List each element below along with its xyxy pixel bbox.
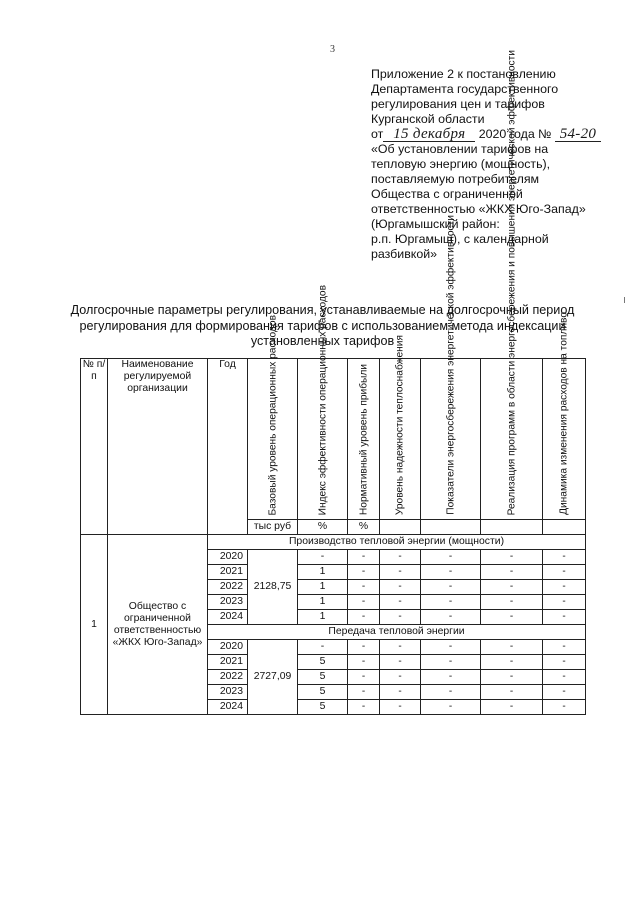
fuel-cell: - [543,580,586,595]
appendix-subject-line: тепловую энергию (мощность), [371,157,551,171]
program-cell: - [481,655,543,670]
year-cell: 2024 [208,610,248,625]
appendix-subject-line: «Об установлении тарифов на [371,142,549,156]
profit-cell: - [348,550,380,565]
title-line: регулирования для формирования тарифов с использованием метода индексации [79,318,566,333]
profit-cell: - [348,565,380,580]
row-number: 1 [81,535,108,715]
header-organization: Наименование регулируемой организации [108,359,208,535]
appendix-date-line [371,127,621,142]
appendix-subject-line: Общества с ограниченной [371,187,523,201]
header-base-cost [248,314,298,520]
appendix-subject-line: ответственностью «ЖКХ Юго-Запад» [371,202,586,216]
year-cell: 2021 [208,655,248,670]
page-number: 3 [330,44,335,55]
reliability-cell: - [380,595,421,610]
reliability-cell: - [380,610,421,625]
index-cell: 5 [298,700,348,715]
section-title: Передача тепловой энергии [208,625,586,640]
reliability-cell: - [380,670,421,685]
appendix-line: Курганской области [371,112,485,126]
reliability-cell: - [380,685,421,700]
fuel-cell: - [543,700,586,715]
unit-empty [421,520,481,535]
section-title-row [81,535,586,550]
profit-cell: - [348,655,380,670]
profit-cell: - [348,685,380,700]
program-cell: - [481,565,543,580]
header-year: Год [208,359,248,535]
date-prefix: от [371,127,384,141]
energy-cell: - [421,700,481,715]
reliability-cell: - [380,655,421,670]
fuel-cell: - [543,550,586,565]
header-base-cost-text: Базовый уровень операционных расходов [267,314,278,515]
header-fuel-dynamics-text: Динамика изменения расходов на топливо [558,312,570,515]
program-cell: - [481,670,543,685]
appendix-line: регулирования цен и тарифов [371,97,545,111]
energy-cell: - [421,550,481,565]
fuel-cell: - [543,685,586,700]
index-cell: 1 [298,595,348,610]
year-cell: 2024 [208,700,248,715]
unit-empty [380,520,421,535]
header-num: № п/п [81,359,108,535]
year-cell: 2020 [208,550,248,565]
energy-cell: - [421,580,481,595]
appendix-subject-line: р.п. Юргамыш), с календарной [371,232,549,246]
title-line: Долгосрочные параметры регулирования, устанавливаемые на долгосрочный период [70,303,575,317]
header-reliability [380,334,421,520]
year-cell: 2020 [208,640,248,655]
reliability-cell: - [380,550,421,565]
profit-cell: - [348,670,380,685]
fuel-cell: - [543,655,586,670]
year-cell: 2022 [208,670,248,685]
organization-name: Общество с ограниченной ответственностью «ЖКХ Юго-Запад» [108,535,208,715]
base-cost-cell: 2128,75 [248,550,298,625]
year-cell: 2022 [208,580,248,595]
unit-empty [481,520,543,535]
handwritten-date: 15 декабря [383,128,475,142]
title-line: установленных тарифов [250,334,395,348]
index-cell: 5 [298,670,348,685]
header-profit-text: Нормативный уровень прибыли [358,363,369,515]
reliability-cell: - [380,565,421,580]
index-cell: - [298,550,348,565]
table-header-row [81,359,586,520]
header-profit [348,359,380,520]
profit-cell: - [348,580,380,595]
fuel-cell: - [543,610,586,625]
program-cell: - [481,700,543,715]
unit-base-cost: тыс руб [248,520,298,535]
fuel-cell: - [543,565,586,580]
year-text: 2020 года № [478,127,552,141]
appendix-block [371,67,621,262]
base-cost-cell: 2727,09 [248,640,298,715]
appendix-line: Департамента государственного [371,82,559,96]
program-cell: - [481,595,543,610]
program-cell: - [481,610,543,625]
year-cell: 2021 [208,565,248,580]
energy-cell: - [421,655,481,670]
profit-cell: - [348,640,380,655]
fuel-cell: - [543,640,586,655]
index-cell: 1 [298,610,348,625]
energy-cell: - [421,685,481,700]
header-program-text: Реализация программ в области энергосбережения и повышения энергетической эффективности [506,49,517,515]
energy-cell: - [421,595,481,610]
unit-empty [543,520,586,535]
unit-efficiency-index: % [298,520,348,535]
header-fuel-dynamics [543,312,586,520]
profit-cell: - [348,595,380,610]
index-cell: 1 [298,580,348,595]
index-cell: - [298,640,348,655]
appendix-subject-line: поставляемую потребителям [371,172,540,186]
energy-cell: - [421,670,481,685]
reliability-cell: - [380,580,421,595]
index-cell: 1 [298,565,348,580]
fuel-cell: - [543,670,586,685]
unit-profit: % [348,520,380,535]
header-energy-saving-text: Показатели энергосбережения энергетической эффективности [445,215,456,515]
appendix-subject-line: разбивкой» [371,247,438,261]
year-cell: 2023 [208,685,248,700]
header-reliability-text: Уровень надежности теплоснабжения [394,334,406,515]
fuel-cell: - [543,595,586,610]
appendix-line: Приложение 2 к постановлению [371,67,556,81]
program-cell: - [481,550,543,565]
energy-cell: - [421,565,481,580]
section-title: Производство тепловой энергии (мощности) [208,535,586,550]
reliability-cell: - [380,640,421,655]
appendix-subject-line: (Юргамышский район: [371,217,500,231]
header-efficiency-index [298,284,348,520]
scan-edge-mark [624,297,625,303]
year-cell: 2023 [208,595,248,610]
energy-cell: - [421,640,481,655]
header-energy-saving [421,215,481,520]
header-efficiency-index-text: Индекс эффективности операционных расходов [317,284,328,515]
index-cell: 5 [298,655,348,670]
program-cell: - [481,640,543,655]
energy-cell: - [421,610,481,625]
profit-cell: - [348,700,380,715]
program-cell: - [481,580,543,595]
program-cell: - [481,685,543,700]
profit-cell: - [348,610,380,625]
handwritten-number: 54-20 [555,128,601,142]
index-cell: 5 [298,685,348,700]
reliability-cell: - [380,700,421,715]
